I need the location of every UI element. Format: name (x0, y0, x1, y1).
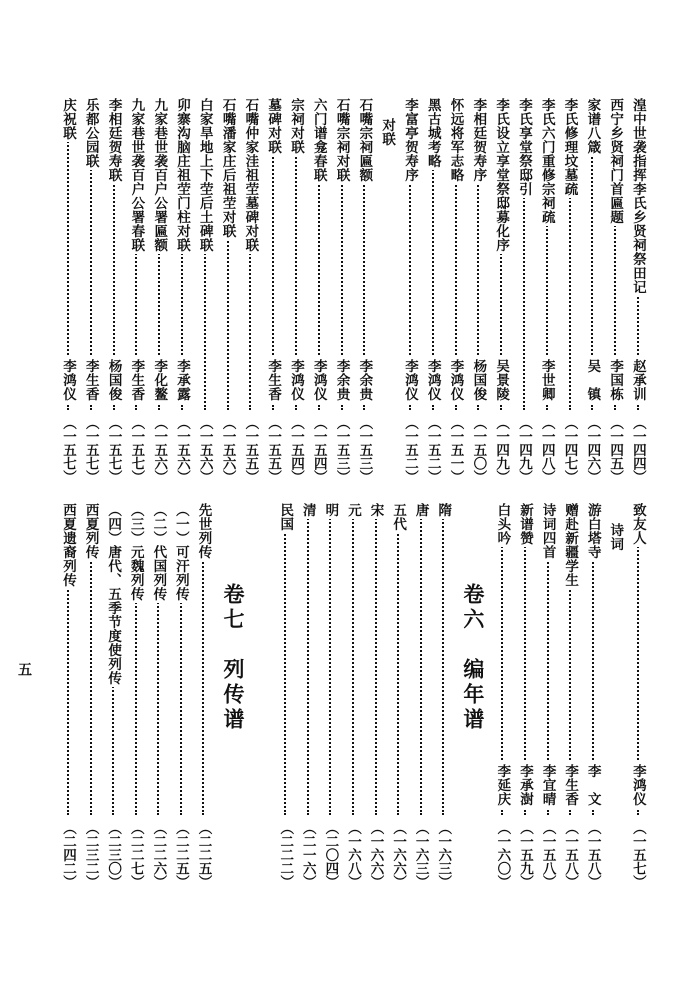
entry-author: 杨国俊 (104, 356, 124, 404)
entry-author: 李余贵 (354, 356, 374, 404)
entry-title: 李氏六门重修宗祠疏 (538, 98, 555, 224)
entry-page-number: （一五六） (173, 416, 190, 484)
entry-page-number: （一五四） (287, 416, 304, 484)
toc-entry (148, 503, 168, 889)
entry-title: 李相廷贺寿联 (105, 98, 122, 182)
entry-page-number: （二二五） (195, 821, 212, 889)
toc-entry (149, 98, 169, 484)
entry-page-number: （二〇四） (322, 821, 339, 889)
toc-entry (343, 503, 363, 889)
entry-title: 唐 (412, 503, 429, 517)
entry-author: 李化鳌 (149, 356, 169, 404)
toc-bottom-band (58, 503, 648, 889)
entry-author: 吴景陵 (491, 356, 511, 404)
entry-page-number: （一五二） (401, 416, 418, 484)
entry-author: 李宜晴 (538, 761, 558, 809)
toc-entry (103, 503, 123, 889)
leader-dots (307, 507, 309, 815)
entry-title: 乐都公园联 (82, 98, 99, 168)
entry-author: 李鸿仪 (446, 356, 466, 404)
entry-page-number: （一五七） (629, 821, 646, 889)
entry-page-number: （一四九） (493, 416, 510, 484)
entry-page-number: （一五四） (310, 416, 327, 484)
entry-page-number: （一五七） (128, 416, 145, 484)
entry-page-number: （一五七） (60, 416, 76, 484)
toc-entry (171, 503, 191, 889)
entry-title: 湟中世袭指挥李氏乡贤祠祭田记 (629, 98, 646, 294)
entry-author: 李鸿仪 (286, 356, 306, 404)
entry-page-number: （一五八） (584, 821, 601, 889)
section-heading-text: 诗词 (607, 523, 624, 551)
entry-author: 吴 镇 (582, 356, 602, 404)
toc-entry (538, 503, 558, 889)
entry-page-number: （一六三） (412, 821, 429, 889)
toc-top-band (58, 98, 648, 484)
entry-author: 李鸿仪 (400, 356, 420, 404)
toc-entry (491, 98, 511, 484)
entry-author: 赵承训 (628, 356, 648, 404)
toc-entry (388, 503, 408, 889)
toc-entry (263, 98, 283, 484)
toc-entry (354, 98, 374, 484)
entry-author: 李生香 (126, 356, 146, 404)
entry-page-number: （一五〇） (470, 416, 487, 484)
entry-author: 李承露 (172, 356, 192, 404)
volume-heading-text: 卷七 列传谱 (221, 583, 247, 733)
entry-page-number: （一五三） (356, 416, 373, 484)
entry-page-number: （一五一） (447, 416, 464, 484)
entry-page-number: （一四七） (561, 416, 578, 484)
entry-page-number: （二二六） (150, 821, 167, 889)
toc-entry (332, 98, 352, 484)
toc-entry (126, 503, 146, 889)
entry-title: 隋 (435, 503, 452, 517)
section-heading-text: 对联 (379, 118, 396, 146)
toc-entry (104, 98, 124, 484)
leader-dots (420, 507, 422, 815)
entry-author: 李延庆 (492, 761, 512, 809)
entry-title: 白家旱地上下茔后土碑联 (196, 98, 213, 252)
entry-title: （三）元魏列传 (127, 503, 144, 601)
entry-page-number: （一五五） (265, 416, 282, 484)
leader-dots (329, 507, 331, 815)
toc-entry (81, 503, 101, 889)
toc-entry (58, 98, 78, 484)
entry-page-number: （一五三） (333, 416, 350, 484)
entry-author: 李鸿仪 (628, 761, 648, 809)
toc-entry (172, 98, 192, 484)
toc-entry (400, 98, 420, 484)
leader-dots (352, 507, 354, 815)
entry-page-number: （二二五） (172, 821, 189, 889)
entry-title: 怀远将军志略 (447, 98, 464, 182)
entry-page-number: （一六六） (367, 821, 384, 889)
entry-title: 李氏设立享堂祭邸募化序 (493, 98, 510, 252)
toc-entry (446, 98, 466, 484)
entry-page-number: （一六八） (344, 821, 361, 889)
toc-entry (582, 98, 602, 484)
toc-entry (515, 503, 535, 889)
leader-dots (375, 507, 377, 815)
entry-page-number: （一四九） (515, 416, 532, 484)
entry-page-number: （二二二） (277, 821, 294, 889)
entry-title: 清 (299, 503, 316, 517)
volume-heading (216, 503, 250, 875)
entry-page-number: （二一六） (299, 821, 316, 889)
toc-entry (492, 503, 512, 889)
toc-entry (537, 98, 557, 484)
entry-title: 宋 (367, 503, 384, 517)
section-heading (377, 98, 397, 470)
entry-page-number: （一四八） (538, 416, 555, 484)
entry-title: 宗祠对联 (287, 98, 304, 154)
toc-entry (560, 98, 580, 484)
entry-title: 李氏享堂祭邸引 (515, 98, 532, 196)
volume-heading (456, 503, 490, 875)
volume-heading-text: 卷六 编年谱 (460, 583, 486, 733)
leader-dots (284, 507, 286, 815)
entry-title: 诗词四首 (539, 503, 556, 559)
toc-entry (218, 98, 238, 484)
toc-entry (320, 503, 340, 889)
column-spacer (253, 503, 273, 875)
entry-author: 李鸿仪 (423, 356, 443, 404)
toc-entry (628, 98, 648, 484)
entry-title: 赠赴新疆学生 (562, 503, 579, 587)
entry-page-number: （一四四） (629, 416, 646, 484)
entry-title: 明 (322, 503, 339, 517)
entry-page-number: （一五六） (196, 416, 213, 484)
toc-entry (286, 98, 306, 484)
entry-author: 李鸿仪 (309, 356, 329, 404)
entry-author: 李 文 (583, 761, 603, 809)
entry-author: 杨国俊 (468, 356, 488, 404)
entry-page-number: （一五六） (219, 416, 236, 484)
toc-entry (605, 98, 625, 484)
entry-page-number: （二三〇） (105, 821, 122, 889)
entry-title: （二）代国列传 (150, 503, 167, 601)
entry-author: 李承澍 (515, 761, 535, 809)
entry-page-number: （二二七） (127, 821, 144, 889)
entry-page-number: （一六三） (435, 821, 452, 889)
entry-author: 李生香 (81, 356, 101, 404)
toc-entry (411, 503, 431, 889)
entry-title: 石嘴仲家洼祖茔墓碑对联 (242, 98, 259, 252)
entry-page-number: （一六〇） (494, 821, 511, 889)
entry-page-number: （一五八） (539, 821, 556, 889)
entry-title: 致友人 (629, 503, 646, 545)
entry-title: 六门谱龛春联 (310, 98, 327, 182)
entry-title: 白头吟 (494, 503, 511, 545)
entry-author: 李鸿仪 (58, 356, 78, 404)
entry-page-number: （一四六） (584, 416, 601, 484)
entry-page-number: （一五八） (562, 821, 579, 889)
toc-entry (309, 98, 329, 484)
entry-title: 石嘴宗祠对联 (333, 98, 350, 182)
toc-entry (560, 503, 580, 889)
entry-author: 李余贵 (332, 356, 352, 404)
entry-title: 李相廷贺寿序 (470, 98, 487, 182)
entry-title: 李氏修理坟墓疏 (561, 98, 578, 196)
toc-entry (423, 98, 443, 484)
toc-entry (514, 98, 534, 484)
entry-page-number: （一五五） (242, 416, 259, 484)
entry-title: 李富亭贺寿序 (401, 98, 418, 182)
entry-title: 游白塔寺 (584, 503, 601, 559)
leader-dots (397, 507, 399, 815)
entry-author: 李国栋 (605, 356, 625, 404)
entry-title: 元 (344, 503, 361, 517)
entry-title: （一）可汗列传 (172, 503, 189, 601)
section-heading (605, 503, 625, 875)
entry-title: 九家巷世袭百户公署春联 (128, 98, 145, 252)
toc-entry (275, 503, 295, 889)
entry-title: 墓碑对联 (265, 98, 282, 154)
toc-entry (240, 98, 260, 484)
entry-page-number: （一六六） (390, 821, 407, 889)
entry-title: 民国 (277, 503, 294, 531)
leader-dots (442, 507, 444, 815)
entry-title: 五代 (390, 503, 407, 531)
entry-title: 石嘴潘家庄后祖茔对联 (219, 98, 236, 238)
entry-title: 石嘴宗祠匾额 (356, 98, 373, 182)
entry-title: 黑古城考略 (424, 98, 441, 168)
entry-title: （四）唐代、五季节度使列传 (105, 503, 122, 685)
entry-page-number: （一五七） (82, 416, 99, 484)
toc-entry (81, 98, 101, 484)
entry-title: 西宁乡贤祠门首匾题 (607, 98, 624, 224)
entry-page-number: （一五二） (424, 416, 441, 484)
toc-entry (433, 503, 453, 889)
toc-entry (58, 503, 78, 889)
toc-entry (126, 98, 146, 484)
entry-page-number: （一五七） (105, 416, 122, 484)
toc-entry (298, 503, 318, 889)
toc-entry (195, 98, 215, 484)
entry-page-number: （一五六） (151, 416, 168, 484)
entry-title: 卯寨沟脑庄祖茔门柱对联 (173, 98, 190, 252)
page-number: 五 (16, 662, 32, 677)
entry-title: 先世列传 (195, 503, 212, 559)
entry-title: 家谱八箴 (584, 98, 601, 154)
toc-entry (366, 503, 386, 889)
entry-author: 李生香 (560, 761, 580, 809)
entry-title: 西夏列传 (82, 503, 99, 559)
entry-title: 庆祝联 (60, 98, 76, 140)
entry-author: 李世卿 (537, 356, 557, 404)
entry-page-number: （二三二） (82, 821, 99, 889)
entry-title: 西夏遗裔列传 (60, 503, 76, 587)
toc-entry (468, 98, 488, 484)
toc-entry (628, 503, 648, 889)
toc-entry (583, 503, 603, 889)
entry-title: 新谱赞 (516, 503, 533, 545)
entry-title: 九家巷世袭百户公署匾额 (151, 98, 168, 252)
entry-page-number: （二四二） (60, 821, 76, 889)
entry-page-number: （一五九） (516, 821, 533, 889)
toc-entry (193, 503, 213, 889)
entry-author: 李生香 (263, 356, 283, 404)
entry-page-number: （一四五） (607, 416, 624, 484)
